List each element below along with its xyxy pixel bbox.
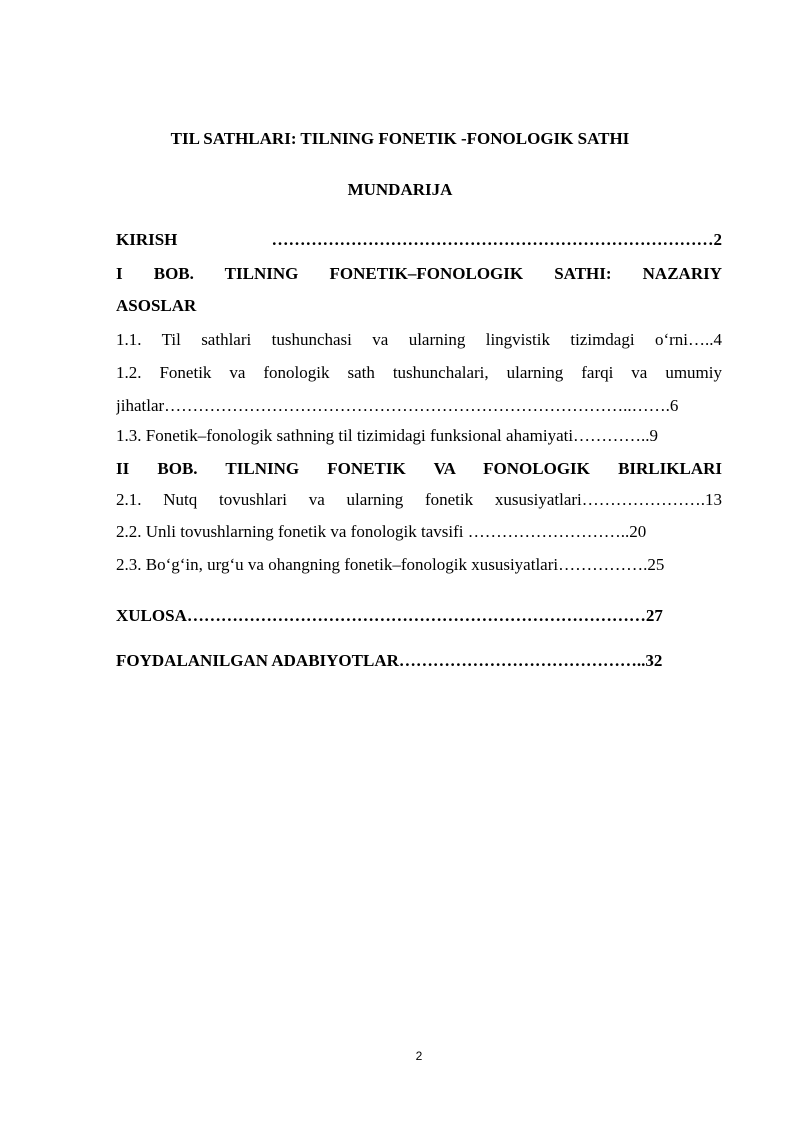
toc-entry-2-3: 2.3. Bo‘g‘in, urg‘u va ohangning fonetik–fonologik xususiyatlari…………….25 — [116, 555, 665, 574]
page-number: 2 — [415, 1049, 423, 1063]
toc-entry-1-2: 1.2. Fonetik va fonologik sath tushunchalari, ularning farqi va umumiy — [116, 363, 722, 382]
toc-entry-2-1: 2.1. Nutq tovushlari va ularning fonetik xususiyatlari………………….13 — [116, 490, 722, 509]
toc-entry-2-2: 2.2. Unli tovushlarning fonetik va fonologik tavsifi ………………………..20 — [116, 522, 647, 541]
toc-entry-1-3: 1.3. Fonetik–fonologik sathning til tizimidagi funksional ahamiyati…………..9 — [116, 426, 659, 445]
toc-chapter-2: II BOB. TILNING FONETIK VA FONOLOGIK BIRLIKLARI — [116, 459, 722, 478]
toc-entry-xulosa: XULOSA………………………………………………………………………27 — [116, 606, 663, 625]
toc-heading: MUNDARIJA — [347, 180, 453, 199]
document-title: TIL SATHLARI: TILNING FONETIK -FONOLOGIK SATHI — [170, 129, 630, 148]
toc-chapter-1: I BOB. TILNING FONETIK–FONOLOGIK SATHI: NAZARIY — [116, 264, 722, 283]
toc-entry-kirish: KIRISH ……………………………………………………………………2 — [116, 230, 722, 249]
toc-chapter-1-continued: ASOSLAR — [116, 296, 197, 315]
toc-entry-1-1: 1.1. Til sathlari tushunchasi va ularning lingvistik tizimdagi o‘rni…..4 — [116, 330, 722, 349]
toc-entry-1-2-continued: jihatlar………………………………………………………………………..…….6 — [116, 396, 679, 415]
toc-entry-adabiyotlar: FOYDALANILGAN ADABIYOTLAR……………………………………..32 — [116, 651, 663, 670]
